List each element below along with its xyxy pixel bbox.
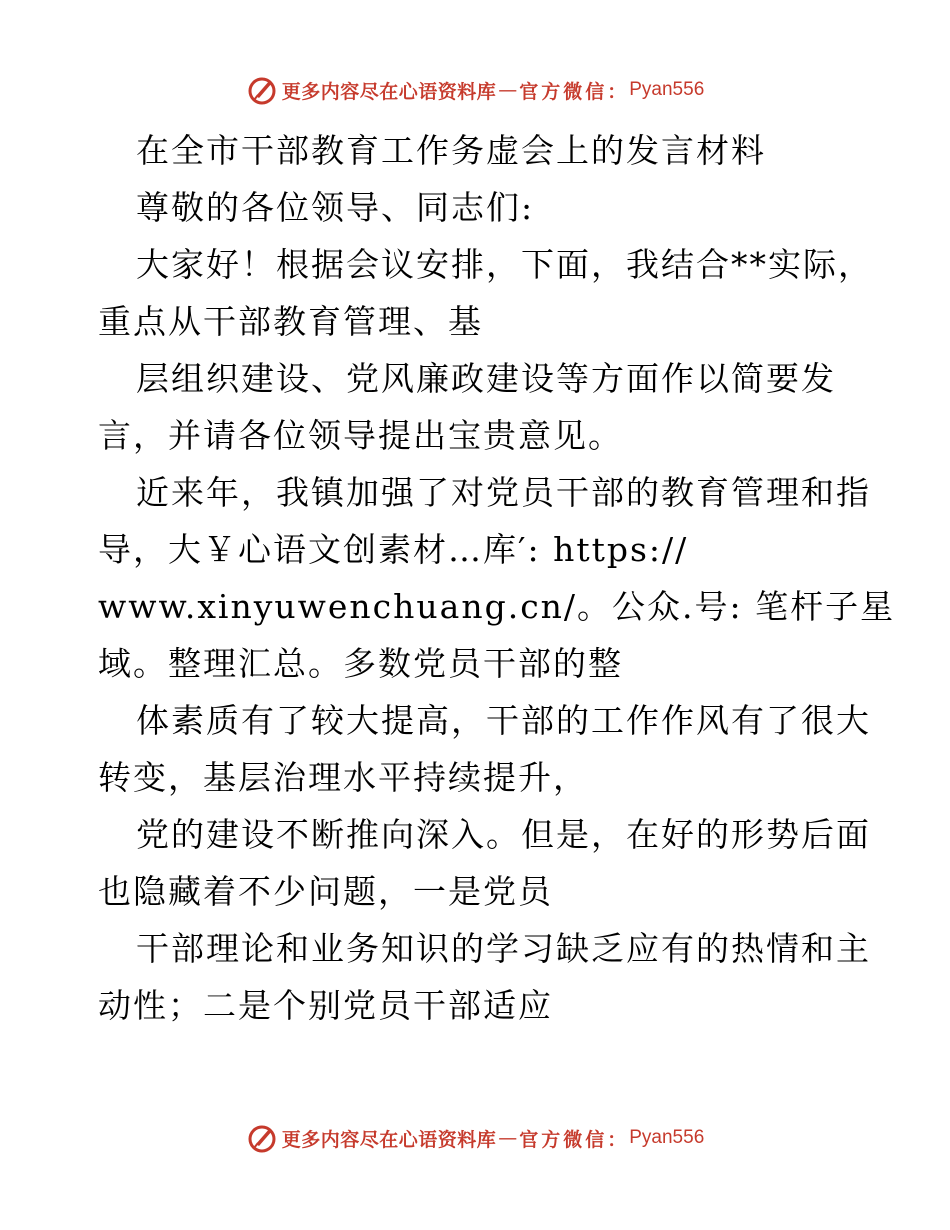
feather-pen-logo-icon <box>246 1122 278 1154</box>
paragraph-line: 言，并请各位领导提出宝贵意见。 <box>98 416 623 455</box>
paragraph-line: 重点从干部教育管理、基 <box>98 302 483 341</box>
feather-pen-logo-icon <box>246 74 278 106</box>
paragraph-line: 动性；二是个别党员干部适应 <box>98 986 553 1025</box>
paragraph-line: 域。整理汇总。多数党员干部的整 <box>98 644 623 683</box>
wechat-id: Pyan556 <box>629 79 705 100</box>
wechat-label: 官方微信： <box>519 1128 630 1151</box>
separator-dash: — <box>498 1127 518 1149</box>
paragraph-line: 党的建设不断推向深入。但是，在好的形势后面 <box>136 815 871 854</box>
header-banner <box>0 70 950 110</box>
paragraph-line: 近来年，我镇加强了对党员干部的教育管理和指 <box>136 473 871 512</box>
document-body <box>98 122 896 1034</box>
promo-text: 更多内容尽在心语资料库 <box>281 80 497 103</box>
paragraph-line: 也隐藏着不少问题，一是党员 <box>98 872 553 911</box>
footer-banner <box>0 1118 950 1158</box>
salutation: 尊敬的各位领导、同志们: <box>136 188 535 227</box>
paragraph-line: 体素质有了较大提高，干部的工作作风有了很大 <box>136 701 871 740</box>
paragraph-line: www.xinyuwenchuang.cn/。公众.号: 笔杆子星 <box>98 587 896 626</box>
paragraph-line: 转变，基层治理水平持续提升， <box>98 758 588 797</box>
paragraph-line: 大家好！根据会议安排，下面，我结合**实际， <box>136 245 873 284</box>
wechat-label: 官方微信： <box>519 80 630 103</box>
paragraph-line: 导，大￥心语文创素材…库′: https:// <box>98 530 689 569</box>
paragraph-line: 干部理论和业务知识的学习缺乏应有的热情和主 <box>136 929 871 968</box>
promo-text: 更多内容尽在心语资料库 <box>281 1128 497 1151</box>
separator-dash: — <box>498 79 518 101</box>
document-title: 在全市干部教育工作务虚会上的发言材料 <box>136 131 766 170</box>
paragraph-line: 层组织建设、党风廉政建设等方面作以简要发 <box>136 359 836 398</box>
wechat-id: Pyan556 <box>629 1127 705 1148</box>
